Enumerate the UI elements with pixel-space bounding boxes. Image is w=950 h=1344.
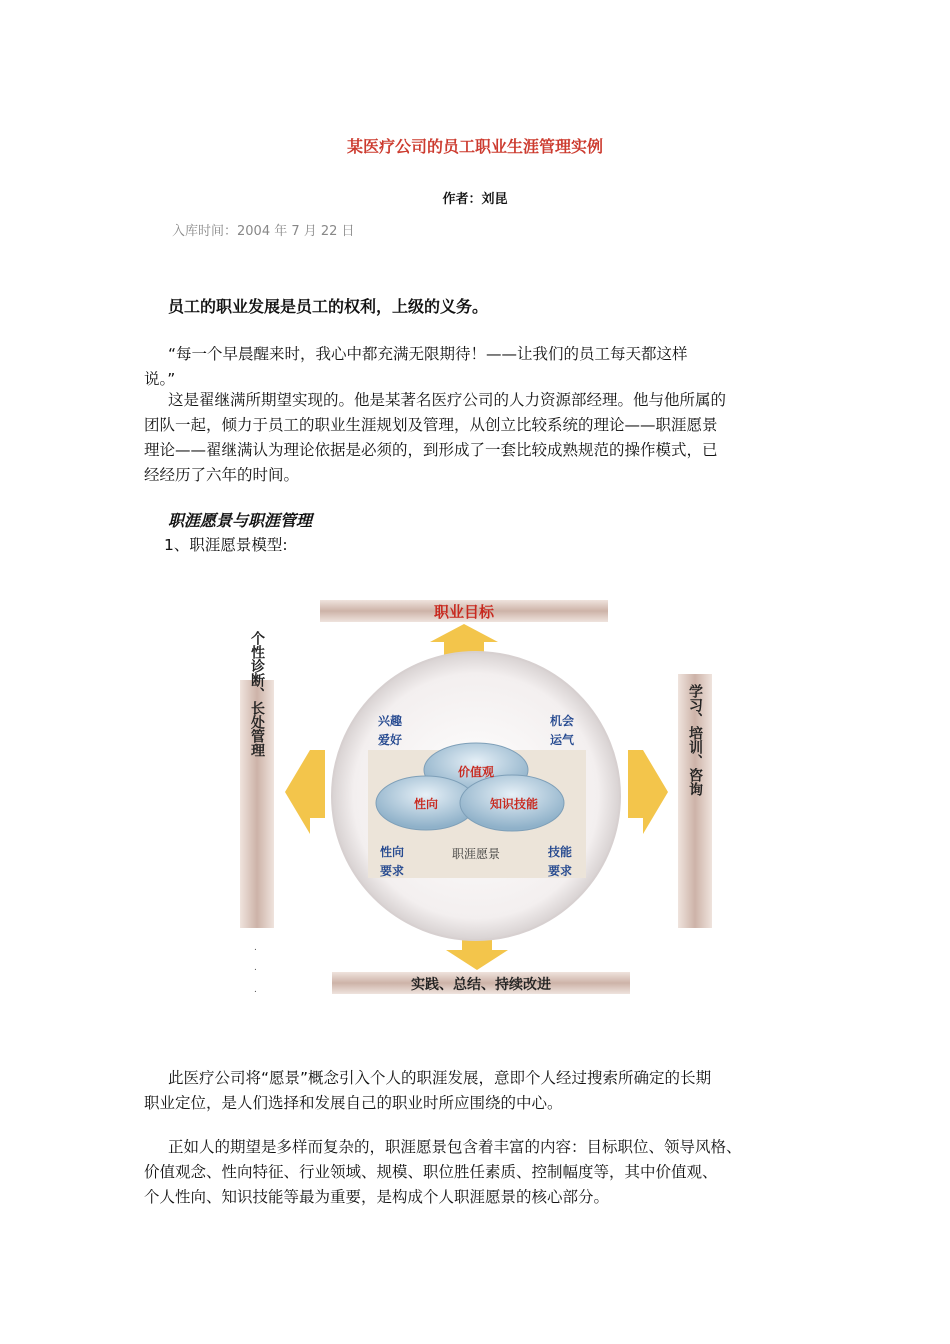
skill-label-2: 要求 xyxy=(548,864,573,878)
practice-label: 实践、总结、持续改进 xyxy=(411,977,551,993)
dot-mark: . xyxy=(254,943,257,953)
interest-label-2: 爱好 xyxy=(378,733,403,747)
knowledge-label: 知识技能 xyxy=(489,797,539,811)
career-vision-diagram xyxy=(230,590,730,1010)
aptitude-label-1: 性向 xyxy=(380,845,405,859)
content-line-1: 正如人的期望是多样而复杂的，职涯愿景包含着丰富的内容：目标职位、领导风格、 xyxy=(168,1138,742,1156)
vision-line-2: 职业定位，是人们选择和发展自己的职业时所应围绕的中心。 xyxy=(144,1094,563,1112)
author-line: 作者：刘昆 xyxy=(442,192,508,207)
page-title: 某医疗公司的员工职业生涯管理实例 xyxy=(346,137,603,156)
left-arrow-icon xyxy=(285,750,325,834)
content-line-3: 个人性向、知识技能等最为重要，是构成个人职涯愿景的核心部分。 xyxy=(144,1188,610,1206)
chance-label-1: 机会 xyxy=(550,714,575,728)
quote-line-1: “每一个早晨醒来时，我心中都充满无限期待！——让我们的员工每天都这样 xyxy=(168,345,688,363)
dot-mark: . xyxy=(254,985,257,995)
dot-mark: . xyxy=(254,963,257,973)
diagnosis-label: 个性诊断、长处管理 xyxy=(249,631,265,757)
intro-line-1: 这是翟继满所期望实现的。他是某著名医疗公司的人力资源部经理。他与他所属的 xyxy=(168,391,727,409)
intro-line-3: 理论——翟继满认为理论依据是必须的，到形成了一套比较成熟规范的操作模式，已 xyxy=(144,441,718,459)
chance-label-2: 运气 xyxy=(550,733,575,747)
aptitude-label-2: 要求 xyxy=(380,864,405,878)
learning-label: 学习、培训、咨询 xyxy=(687,684,703,796)
vision-line-1: 此医疗公司将“愿景”概念引入个人的职涯发展，意即个人经过搜索所确定的长期 xyxy=(168,1069,712,1087)
vision-paragraph xyxy=(144,1066,804,1116)
intro-paragraph xyxy=(144,388,804,488)
values-label: 价值观 xyxy=(457,765,495,779)
intro-line-4: 经经历了六年的时间。 xyxy=(144,466,300,484)
content-paragraph xyxy=(144,1135,814,1210)
right-arrow-icon xyxy=(628,750,668,834)
section-subheading: 1、职涯愿景模型: xyxy=(164,536,288,554)
intro-line-2: 团队一起，倾力于员工的职业生涯规划及管理，从创立比较系统的理论——职涯愿景 xyxy=(144,416,718,434)
skill-label-1: 技能 xyxy=(548,845,573,859)
goal-label: 职业目标 xyxy=(433,603,495,621)
interest-label-1: 兴趣 xyxy=(378,714,403,728)
aptitude-core-label: 性向 xyxy=(413,797,439,811)
publish-date: 入库时间：2004 年 7 月 22 日 xyxy=(172,224,355,239)
vision-caption: 职涯愿景 xyxy=(451,847,501,861)
lead-statement: 员工的职业发展是员工的权利，上级的义务。 xyxy=(168,297,489,316)
section-heading: 职涯愿景与职涯管理 xyxy=(168,511,313,530)
quote-paragraph xyxy=(144,342,784,392)
quote-line-2: 说。” xyxy=(144,370,176,388)
content-line-2: 价值观念、性向特征、行业领域、规模、职位胜任素质、控制幅度等，其中价值观、 xyxy=(144,1163,718,1181)
